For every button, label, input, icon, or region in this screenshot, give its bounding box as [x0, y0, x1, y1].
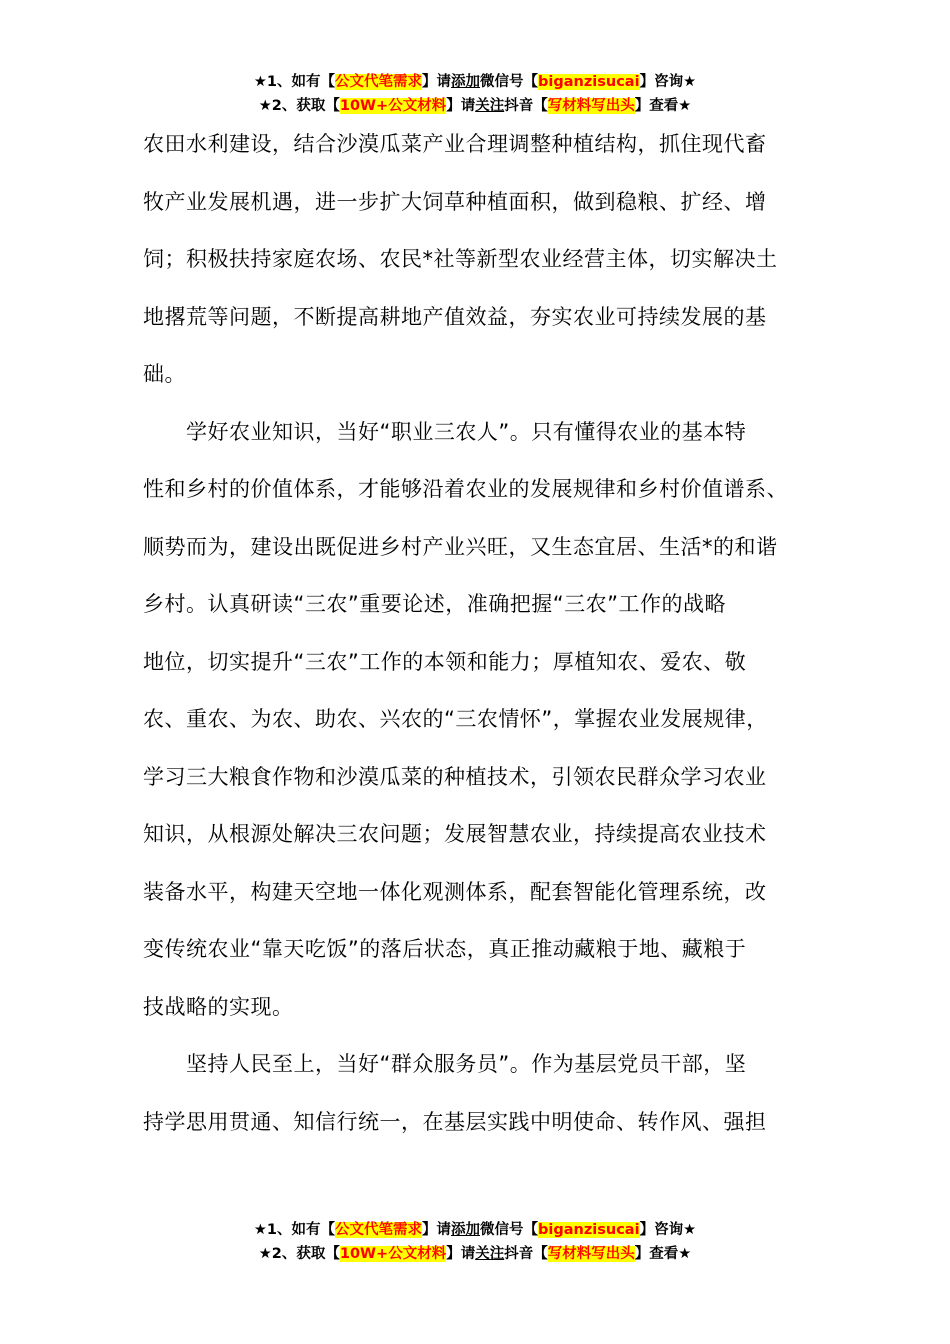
banner-highlight: 写材料写出头 [547, 1246, 635, 1262]
body-line: 坚持人民至上，当好“群众服务员”。作为基层党员干部，坚 [143, 1052, 747, 1076]
banner-text: 】咨询★ [639, 1222, 697, 1238]
banner-underlined: 添加 [451, 74, 481, 90]
banner-text: 微信号【 [480, 1222, 539, 1238]
banner-underlined: 关注 [475, 1246, 505, 1262]
banner-text: 】咨询★ [639, 74, 697, 90]
banner-underlined: 添加 [451, 1222, 481, 1238]
banner-text: 抖音【 [504, 1246, 548, 1262]
body-line: 农、重农、为农、助农、兴农的“三农情怀”，掌握农业发展规律， [143, 707, 768, 731]
body-line: 学习三大粮食作物和沙漠瓜菜的种植技术，引领农民群众学习农业 [143, 764, 767, 789]
body-line: 地撂荒等问题，不断提高耕地产值效益，夯实农业可持续发展的基 [143, 304, 767, 329]
banner-text: ★1、如有【 [253, 1222, 336, 1238]
banner-line-2 [0, 94, 950, 118]
banner-line-2 [0, 1242, 950, 1266]
banner-text: 】请 [422, 74, 452, 90]
banner-text: 】查看★ [634, 98, 692, 114]
banner-highlight: biganzisucai [538, 1222, 640, 1238]
body-line: 础。 [143, 362, 186, 386]
body-line: 学好农业知识，当好“职业三农人”。只有懂得农业的基本特 [143, 419, 747, 444]
banner-text: 】请 [422, 1222, 452, 1238]
banner-highlight: 公文代笔需求 [335, 74, 423, 90]
banner-highlight: 写材料写出头 [547, 98, 635, 114]
banner-text: ★1、如有【 [253, 74, 336, 90]
banner-text: 微信号【 [480, 74, 539, 90]
banner-text: 】查看★ [634, 1246, 692, 1262]
banner-highlight: 公文代笔需求 [335, 1222, 423, 1238]
banner-highlight: 10W+公文材料 [339, 98, 447, 114]
body-line: 技战略的实现。 [143, 994, 294, 1019]
body-line: 乡村。认真研读“三农”重要论述，准确把握“三农”工作的战略 [143, 592, 727, 616]
banner-highlight: biganzisucai [538, 74, 640, 90]
banner-text: 】请 [446, 98, 476, 114]
document-body [143, 126, 833, 1161]
banner-text: 抖音【 [504, 98, 548, 114]
body-line: 知识，从根源处解决三农问题；发展智慧农业，持续提高农业技术 [143, 822, 767, 846]
banner-text: ★2、获取【 [258, 1246, 340, 1262]
footer-banner [0, 1218, 950, 1266]
body-line: 地位，切实提升“三农”工作的本领和能力；厚植知农、爱农、敬 [143, 649, 747, 674]
body-line: 饲；积极扶持家庭农场、农民*社等新型农业经营主体，切实解决土 [143, 247, 778, 271]
body-line: 变传统农业“靠天吃饭”的落后状态，真正推动藏粮于地、藏粮于 [143, 937, 747, 961]
body-line: 农田水利建设，结合沙漠瓜菜产业合理调整种植结构，抓住现代畜 [143, 132, 767, 156]
banner-text: 】请 [446, 1246, 476, 1262]
banner-underlined: 关注 [475, 98, 505, 114]
banner-text: ★2、获取【 [258, 98, 340, 114]
body-line: 顺势而为，建设出既促进乡村产业兴旺，又生态宜居、生活*的和谐 [143, 534, 778, 559]
banner-line-1 [0, 1218, 950, 1242]
banner-highlight: 10W+公文材料 [339, 1246, 447, 1262]
header-banner [0, 70, 950, 118]
body-line: 牧产业发展机遇，进一步扩大饲草种植面积，做到稳粮、扩经、增 [143, 189, 767, 214]
body-line: 性和乡村的价值体系，才能够沿着农业的发展规律和乡村价值谱系、 [143, 477, 788, 501]
body-line: 装备水平，构建天空地一体化观测体系，配套智能化管理系统，改 [143, 879, 767, 904]
body-line: 持学思用贯通、知信行统一，在基层实践中明使命、转作风、强担 [143, 1109, 767, 1134]
banner-line-1 [0, 70, 950, 94]
